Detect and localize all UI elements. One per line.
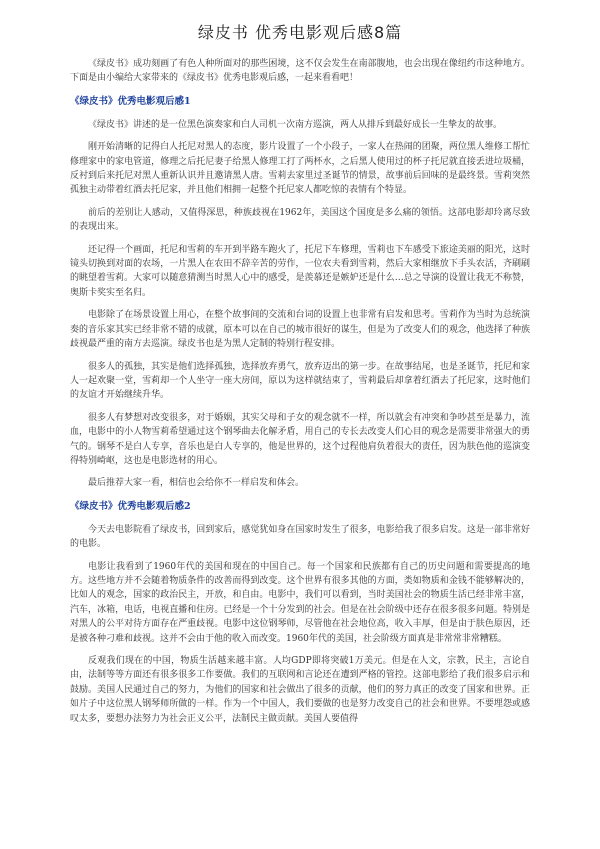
section-1 [70, 94, 530, 491]
body-paragraph: 很多人的孤独，其实是他们选择孤独，选择放弃勇气，放弃迈出的第一步。在故事结尾，也是圣诞节，托尼和家人一起欢聚一堂，雪莉却一个人坐守一座大房间，原以为这样就结束了，雪莉最后却拿着红酒去了托尼家，这时他们的友谊才开始继续升华。 [70, 361, 530, 401]
body-paragraph: 电影让我看到了1960年代的美国和现在的中国自己。每一个国家和民族都有自己的历史问题和需要提高的地方。这些地方并不会随着物质条件的改善而得到改变。这个世界有很多其他的方面，类如物质和金钱不能够解决的，比如人的观念，国家的政治民主，开放，和自由。电影中，我们可以看到，当时美国社会的物质生活已经非常丰富，汽车，冰箱，电话，电视直播和住房。已经是一个十分发到的社会。但是在社会阶级中还存在很多很多问题。特别是对黑人的公平对待方面存在严重歧视。电影中这位钢琴师，尽管他在社会地位高，收入丰厚，但是由于肤色原因，还是被各种刁难和歧视。这并不会由于他的收入而改变。1960年代的美国，社会阶级方面真是非常常非常糟糕。 [70, 561, 530, 644]
section-heading: 《绿皮书》优秀电影观后感1 [70, 95, 191, 107]
section-heading: 《绿皮书》优秀电影观后感2 [70, 500, 191, 512]
body-paragraph: 最后推荐大家一看，相信也会给你不一样启发和体会。 [88, 478, 305, 489]
body-paragraph: 《绿皮书》讲述的是一位黑色演奏家和白人司机一次南方巡演，两人从排斥到最好成长一生挚友的故事。 [88, 119, 503, 130]
body-paragraph: 电影除了在场景设置上用心，在整个故事间的交流和台词的设置上也非常有启发和思考。雪莉作为当时为总统演奏的音乐家其实已经非常不错的成就，原本可以在自己的城市很好的谋生，但是为了改变人们的观念，他选择了种族歧视最严重的南方去巡演。绿皮书也是为黑人定制的特别行程安排。 [70, 310, 530, 350]
body-paragraph: 今天去电影院看了绿皮书，回到家后，感觉犹如身在国家时发生了很多，电影给我了很多启发。这是一部非常好的电影。 [70, 524, 530, 550]
page-title: 绿皮书 优秀电影观后感8篇 [197, 23, 403, 42]
body-paragraph: 还记得一个画面，托尼和雪莉的车开到半路车跑火了，托尼下车修理，雪莉也下车感受下旅途美丽的阳光，这时镜头切换到对面的农场，一片黑人在农田不辞辛苦的劳作，一位农夫看到雪莉，然后大家相继放下手头农活，齐刷刷的眺望着雪莉。大家可以随意猜测当时黑人心中的感受，是羡慕还是嫉妒还是什么…总之导演的设置让我无不称赞，奥斯卡奖实至名归。 [70, 244, 530, 298]
intro-paragraph: 《绿皮书》成功刻画了有色人种所面对的那些困境，这不仅会发生在南部腹地，也会出现在像纽约市这种地方。下面是由小编给大家带来的《绿皮书》优秀电影观后感，一起来看看吧！ [70, 59, 530, 84]
body-paragraph: 反观我们现在的中国，物质生活越来越丰富。人均GDP即将突破1万美元。但是在人文，宗教，民主，言论自由，法制等等方面还有很多很多工作要做。我们的互联网和言论还在遭到严格的管控。这部电影给了我们很多启示和鼓励。美国人民通过自己的努力，为他们的国家和社会做出了很多的贡献，他们的努力真正的改变了国家和世界。正如片子中这位黑人钢琴师所做的一样。作为一个中国人，我们要做的也是努力改变自己的社会和世界。不要埋怨或感叹太多，要想办法努力为社会正义公平，法制民主做贡献。美国人要值得 [70, 656, 530, 724]
body-paragraph: 刚开始清晰的记得白人托尼对黑人的态度，影片设置了一个小段子，一家人在热闹的团聚，两位黑人维修工帮忙修理家中的家电管道，修理之后托尼妻子给黑人修理工打了两杯水，之后黑人使用过的杯子托尼就直接丢进垃圾桶，反衬到后来托尼对黑人重新认识并且邀请黑人唐。雪莉去家里过圣诞节的情景，故事前后回味的是最终景。雪莉突然孤独主动带着红酒去托尼家，并且他们相拥一起整个托尼家人都吃惊的表情有个特显。 [70, 142, 530, 196]
body-paragraph: 很多人有梦想对改变很多，对于婚姻，其实父母和子女的观念就不一样，所以就会有冲突和争吵甚至是暴力，流血，电影中的小人物雪莉希望通过这个钢琴曲去化解矛盾，用自己的专长去改变人们心目的观念是需要非常强大的勇气的。钢琴不是白人专享，音乐也是白人专享的，他是世界的，这个过程他肩负着很大的责任，因为肤色他的巡演变得特别崎岖，这也是电影选材的用心。 [70, 412, 530, 466]
body-paragraph: 前后的差别让人感动，又值得深思，种族歧视在1962年，美国这个国度是多么痛的领悟。这部电影却玲离尽致的表现出来。 [70, 207, 530, 233]
section-2 [70, 499, 530, 726]
